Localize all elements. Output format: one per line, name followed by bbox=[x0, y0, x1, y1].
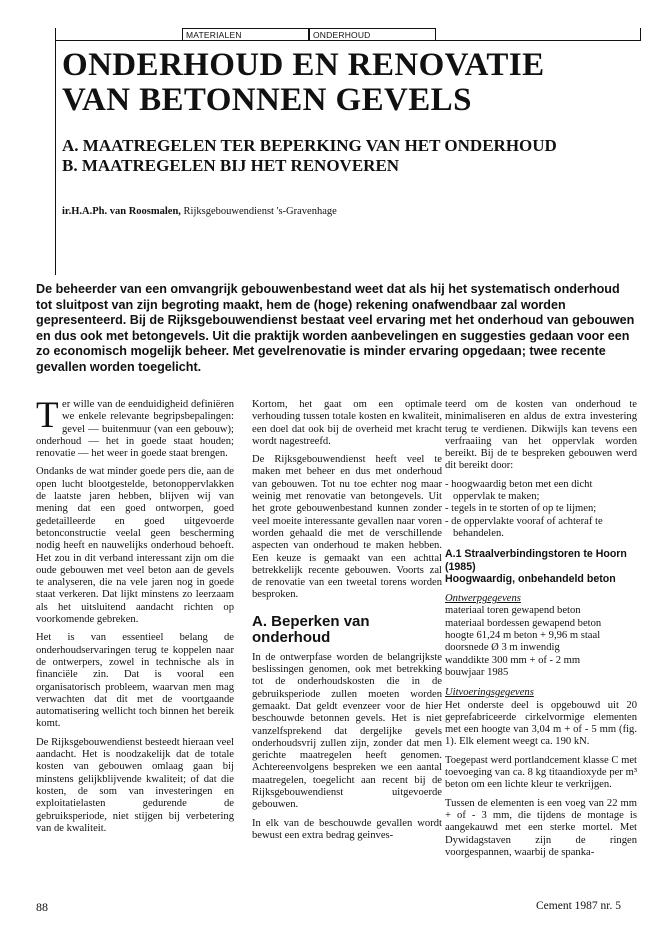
design-data-label: Ontwerpgegevens bbox=[445, 593, 521, 605]
header-frame-right bbox=[640, 28, 641, 41]
tab-onderhoud: ONDERHOUD bbox=[309, 28, 436, 40]
section-tabs bbox=[55, 28, 640, 40]
title-line-2: VAN BETONNEN GEVELS bbox=[62, 82, 472, 118]
subtitle-b: B. MAATREGELEN BIJ HET RENOVEREN bbox=[62, 156, 400, 175]
spec-line: materiaal toren gewapend beton bbox=[445, 605, 581, 617]
title-left-rule bbox=[55, 40, 56, 275]
page-number: 88 bbox=[36, 900, 48, 914]
paragraph: Tussen de elementen is een voeg van 22 mm + of - 3 mm, die tijdens de montage is aangekauwd met een sterke mortel. Met Dywidagstaven zijn de ringen voorgespannen, waarbij de spanka- bbox=[445, 797, 637, 858]
spec-line: doorsnede Ø 3 m inwendig bbox=[445, 642, 560, 654]
paragraph: De Rijksgebouwendienst besteedt hieraan veel aandacht. Het is noodzakelijk dat de totale kosten van gebouwen omlaag gaan bij minstens gelijkblijvende kwaliteit; of dat die kosten, de som van investeringen en exploitatielasten gedurende de gebruiksperiode, niet stijgen bij verbetering van de kwaliteit. bbox=[36, 736, 234, 834]
drop-cap: T bbox=[36, 395, 59, 436]
case-heading-title: A.1 Straalverbindingstoren te Hoorn (1985) bbox=[445, 548, 627, 573]
title-line-1: ONDERHOUD EN RENOVATIE bbox=[62, 47, 545, 83]
case-heading bbox=[445, 548, 637, 585]
paragraph: Kortom, het gaat om een optimale verhouding tussen totale kosten en kwaliteit, een doel dat ook bij de overheid met kracht wordt nagestreefd. bbox=[252, 399, 442, 447]
journal-reference: Cement 1987 nr. 5 bbox=[536, 900, 621, 912]
column-2 bbox=[252, 399, 442, 848]
measures-list bbox=[445, 479, 637, 540]
spec-line: hoogte 61,24 m beton + 9,96 m staal bbox=[445, 630, 601, 642]
spec-line: bouwjaar 1985 bbox=[445, 666, 509, 678]
paragraph: In elk van de beschouwde gevallen wordt bewust een extra bedrag geinves- bbox=[252, 817, 442, 841]
subtitle-a: A. MAATREGELEN TER BEPERKING VAN HET ONDERHOUD bbox=[62, 136, 557, 155]
paragraph: Ondanks de wat minder goede pers die, aan de open lucht blootgestelde, betonoppervlakken de laatste jaren hebben, blijven wij van mening dat een goed ontworpen, goed gedetailleerde en goed uitgevoerde betonconstructie veelal geen bescherming nodig heeft en nauwelijks onderhoud behoeft. Het zou in dit verband interessant zijn om die oude gebouwen met veel beton aan de gevels te analyseren, die na vele jaren nog in goede staat verkeren. Dat lijkt minstens zo leerzaam als het uitsluitend aandacht richten op voorkomende gebreken. bbox=[36, 466, 234, 626]
tab-materialen: MATERIALEN bbox=[182, 28, 309, 40]
column-3 bbox=[445, 399, 637, 865]
spec-line: materiaal bordessen gewapend beton bbox=[445, 617, 602, 629]
paragraph: Toegepast werd portlandcement klasse C met toevoeging van ca. 8 kg titaandioxyde per m³ beton om een lichte kleur te verkrijgen. bbox=[445, 754, 637, 791]
subtitle bbox=[62, 136, 632, 176]
list-item: - tegels in te storten of op te lijmen; bbox=[445, 503, 597, 515]
column-1 bbox=[36, 395, 234, 841]
paragraph: De Rijksgebouwendienst heeft veel te maken met beheer en dus met onderhoud van gebouwen. Tot nu toe echter nog maar weinig met renovatie van betongevels. Uit het grote gebouwenbestand kunnen zonder veel moeite interessante gevallen naar voren worden gehaald die met de verschillende aspecten van onderhoud te maken hebben. Een keuze is gemaakt van een achttal betrekkelijk recente gebouwen. Voorts zal de renovatie van een tweetal torens worden besproken. bbox=[252, 454, 442, 601]
intro-paragraph bbox=[36, 395, 234, 460]
section-heading-a: A. Beperken van onderhoud bbox=[252, 612, 370, 646]
list-item: - hoogwaardig beton met een dicht oppervlak te maken; bbox=[445, 478, 593, 503]
spec-line: wanddikte 300 mm + of - 2 mm bbox=[445, 654, 581, 666]
execution-data-label: Uitvoeringsgegevens bbox=[445, 687, 534, 699]
paragraph: Het onderste deel is opgebouwd uit 20 geprefabriceerde cirkelvormige elementen met een hoogte van 3,04 m + of - 5 mm (fig. 1). Elk element weegt ca. 190 kN. bbox=[445, 699, 637, 748]
paragraph: teerd om de kosten van onderhoud te minimaliseren en aldus de extra investering terug te verdienen. Dikwijls kan tevens een verfraaiing van het oppervlak worden bereikt. Bij de te bespreken gebouwen werd dit bereikt door: bbox=[445, 399, 637, 472]
lead-paragraph: De beheerder van een omvangrijk gebouwenbestand weet dat als hij het systematisch onderhoud tot sluitpost van zijn begroting maakt, hem de (hoge) rekening onafwendbaar zal worden gepresenteerd. Bij de Rijksgebouwendienst bestaat veel ervaring met het onderhoud van gebouwen en dus ook met betongevels. Uit die praktijk worden aanbevelingen en suggesties gedaan voor een zo economisch mogelijk beheer. Met gevelrenovatie is minder ervaring opgedaan; twee recente gevallen worden toegelicht. bbox=[36, 282, 635, 374]
byline bbox=[62, 206, 337, 217]
intro-text: er wille van de eenduidigheid definiëren we enkele relevante begripsbepalingen: gevel — buitenmuur (van een gebouw); onderhoud — het in goede staat houden; renovatie — het weer in goede staat brengen. bbox=[36, 399, 234, 460]
page-title bbox=[62, 48, 632, 118]
case-heading-subtitle: Hoogwaardig, onbehandeld beton bbox=[445, 572, 616, 585]
author-name: ir.H.A.Ph. van Roosmalen, bbox=[62, 206, 181, 217]
author-affiliation: Rijksgebouwendienst 's-Gravenhage bbox=[183, 206, 337, 217]
paragraph: In de ontwerpfase worden de belangrijkste beslissingen genomen, ook met betrekking tot de onderhoudskosten die in de gebruiksperiode zullen moeten worden gemaakt. Dat geldt evenzeer voor de hier beschouwde betonnen gevels. Het is niet vanzelfsprekend dat dergelijke gevels onderhoudsvrij zullen zijn, zonder dat men gerichte maatregelen heeft genomen. Achtereenvolgens bespreken we een aantal maatregelen, toegelicht aan recent bij de Rijksgebouwendienst uitgevoerde gebouwen. bbox=[252, 651, 442, 811]
paragraph: Het is van essentieel belang de onderhoudservaringen terug te koppelen naar de ontwerpers, zowel in technische als in financiële zin. Dat is vooral een organisatorisch probleem, waarvan men mag verwachten dat dit met de voortgaande automatisering wellicht toch binnen het bereik komt. bbox=[36, 632, 234, 730]
list-item: - de oppervlakte vooraf of achteraf te behandelen. bbox=[445, 515, 603, 539]
